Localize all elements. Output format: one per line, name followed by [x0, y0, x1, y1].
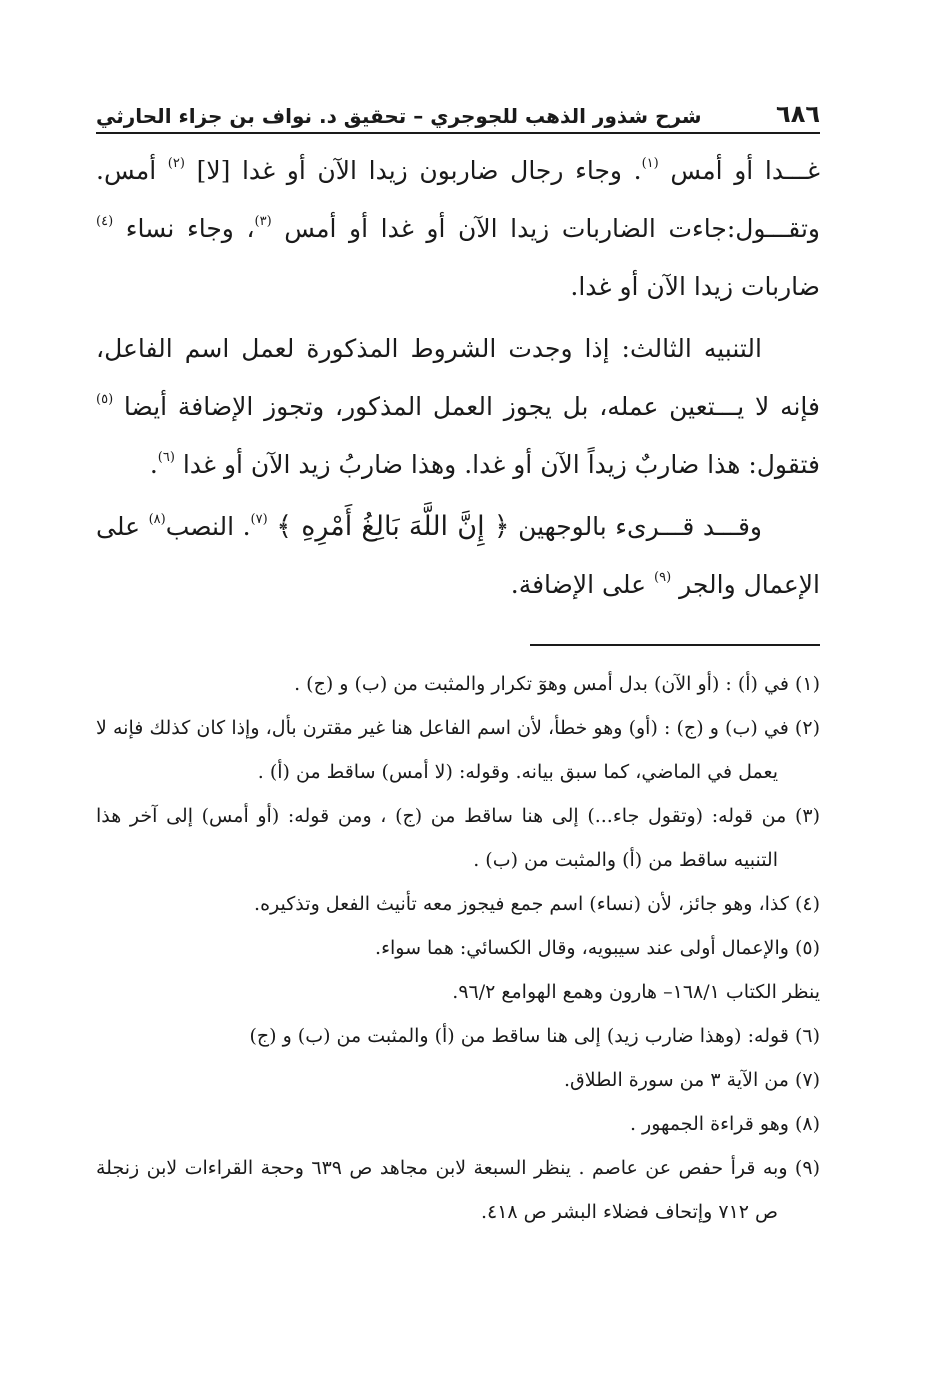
footnote-ref-6[interactable]: (٦) — [157, 450, 175, 465]
footnote-3: (٣) من قوله: (وتقول جاء...) إلى هنا ساقط من (ج) ، ومن قوله: (أو أمس) إلى آخر هذا التنبيه ساقط من (أ) والمثبت من (ب) . — [96, 805, 820, 871]
footnote-5-reference: ينظر الكتاب ١٦٨/١– هارون وهمع الهوامع ٩٦/٢. — [452, 981, 820, 1003]
paragraph-2: التنبيه الثالث: إذا وجدت الشروط المذكورة لعمل اسم الفاعل، فإنه لا يـــتعين عمله، بل يجوز العمل المذكور، وتجوز الإضافة أيضا $^{(٥)}$ فتقول: هذا ضاربٌ زيداً الآن أو غدا. وهذا ضاربُ زيد الآن أو غدا $^{(٦)}$. — [96, 334, 820, 479]
footnote-6: (٦) قوله: (وهذا ضارب زيد) إلى هنا ساقط من (أ) والمثبت من (ب) و (ج) — [249, 1025, 820, 1047]
footnote-2: (٢) في (ب) و (ج) : (أو) وهو خطأ، لأن اسم الفاعل هنا غير مقترن بأل، وإذا كان كذلك فإنه لا يعمل في الماضي، كما سبق بيانه. وقوله: (لا أمس) ساقط من (أ) . — [96, 717, 820, 783]
footnote-5: (٥) والإعمال أولى عند سيبويه، وقال الكسائي: هما سواء. — [375, 937, 820, 959]
footnote-ref-8[interactable]: (٨) — [148, 512, 166, 527]
footnote-ref-3[interactable]: (٣) — [254, 214, 272, 229]
footnote-4: (٤) كذا، وهو جائز، لأن (نساء) اسم جمع فيجوز معه تأنيث الفعل وتذكيره. — [254, 893, 820, 915]
footnotes — [96, 662, 820, 1234]
footnote-ref-5[interactable]: (٥) — [96, 392, 114, 407]
book-page — [96, 100, 820, 1234]
paragraph-1: غـــدا أو أمس $^{(١)}$. وجاء رجال ضاربون زيدا الآن أو غدا [لا] $^{(٢)}$ أمس. وتقـــول:جاءت الضاربات زيدا الآن أو غدا أو أمس $^{(٣)}$، وجاء نساء $^{(٤)}$ ضاربات زيدا الآن أو غدا. — [96, 156, 820, 301]
footnote-7: (٧) من الآية ٣ من سورة الطلاق. — [563, 1069, 820, 1091]
footnote-1: (١) في (أ) : (أو الآن) بدل أمس وهوٓ تكرار والمثبت من (ب) و (ج) . — [294, 673, 820, 695]
quran-verse: ﴿ إِنَّ اللَّهَ بَالِغُ أَمْرِهِ ﴾ — [276, 511, 510, 542]
page-header — [96, 100, 820, 134]
page-number: ٦٨٦ — [776, 100, 820, 128]
main-text — [96, 142, 820, 614]
running-title: شرح شذور الذهب للجوجري – تحقيق د. نواف بن جزاء الحارثي — [96, 104, 702, 128]
footnote-ref-9[interactable]: (٩) — [654, 570, 672, 585]
footnote-ref-1[interactable]: (١) — [641, 156, 659, 171]
footnote-separator — [530, 644, 820, 646]
paragraph-3: وقـــد قـــرىء بالوجهين ﴿ إِنَّ اللَّهَ بَالِغُ أَمْرِهِ ﴾ $^{(٧)}$. النصب$^{(٨)}$ على الإعمال والجر $^{(٩)}$ على الإضافة. — [96, 511, 820, 599]
footnote-ref-4[interactable]: (٤) — [96, 214, 114, 229]
footnote-8: (٨) وهو قراءة الجمهور . — [629, 1113, 820, 1135]
footnote-9: (٩) وبه قرأ حفص عن عاصم . ينظر السبعة لابن مجاهد ص ٦٣٩ وحجة القراءات لابن زنجلة ص ٧١٢ وإتحاف فضلاء البشر ص ٤١٨. — [96, 1157, 820, 1223]
footnote-ref-2[interactable]: (٢) — [167, 156, 185, 171]
footnote-ref-7[interactable]: (٧) — [250, 512, 268, 527]
